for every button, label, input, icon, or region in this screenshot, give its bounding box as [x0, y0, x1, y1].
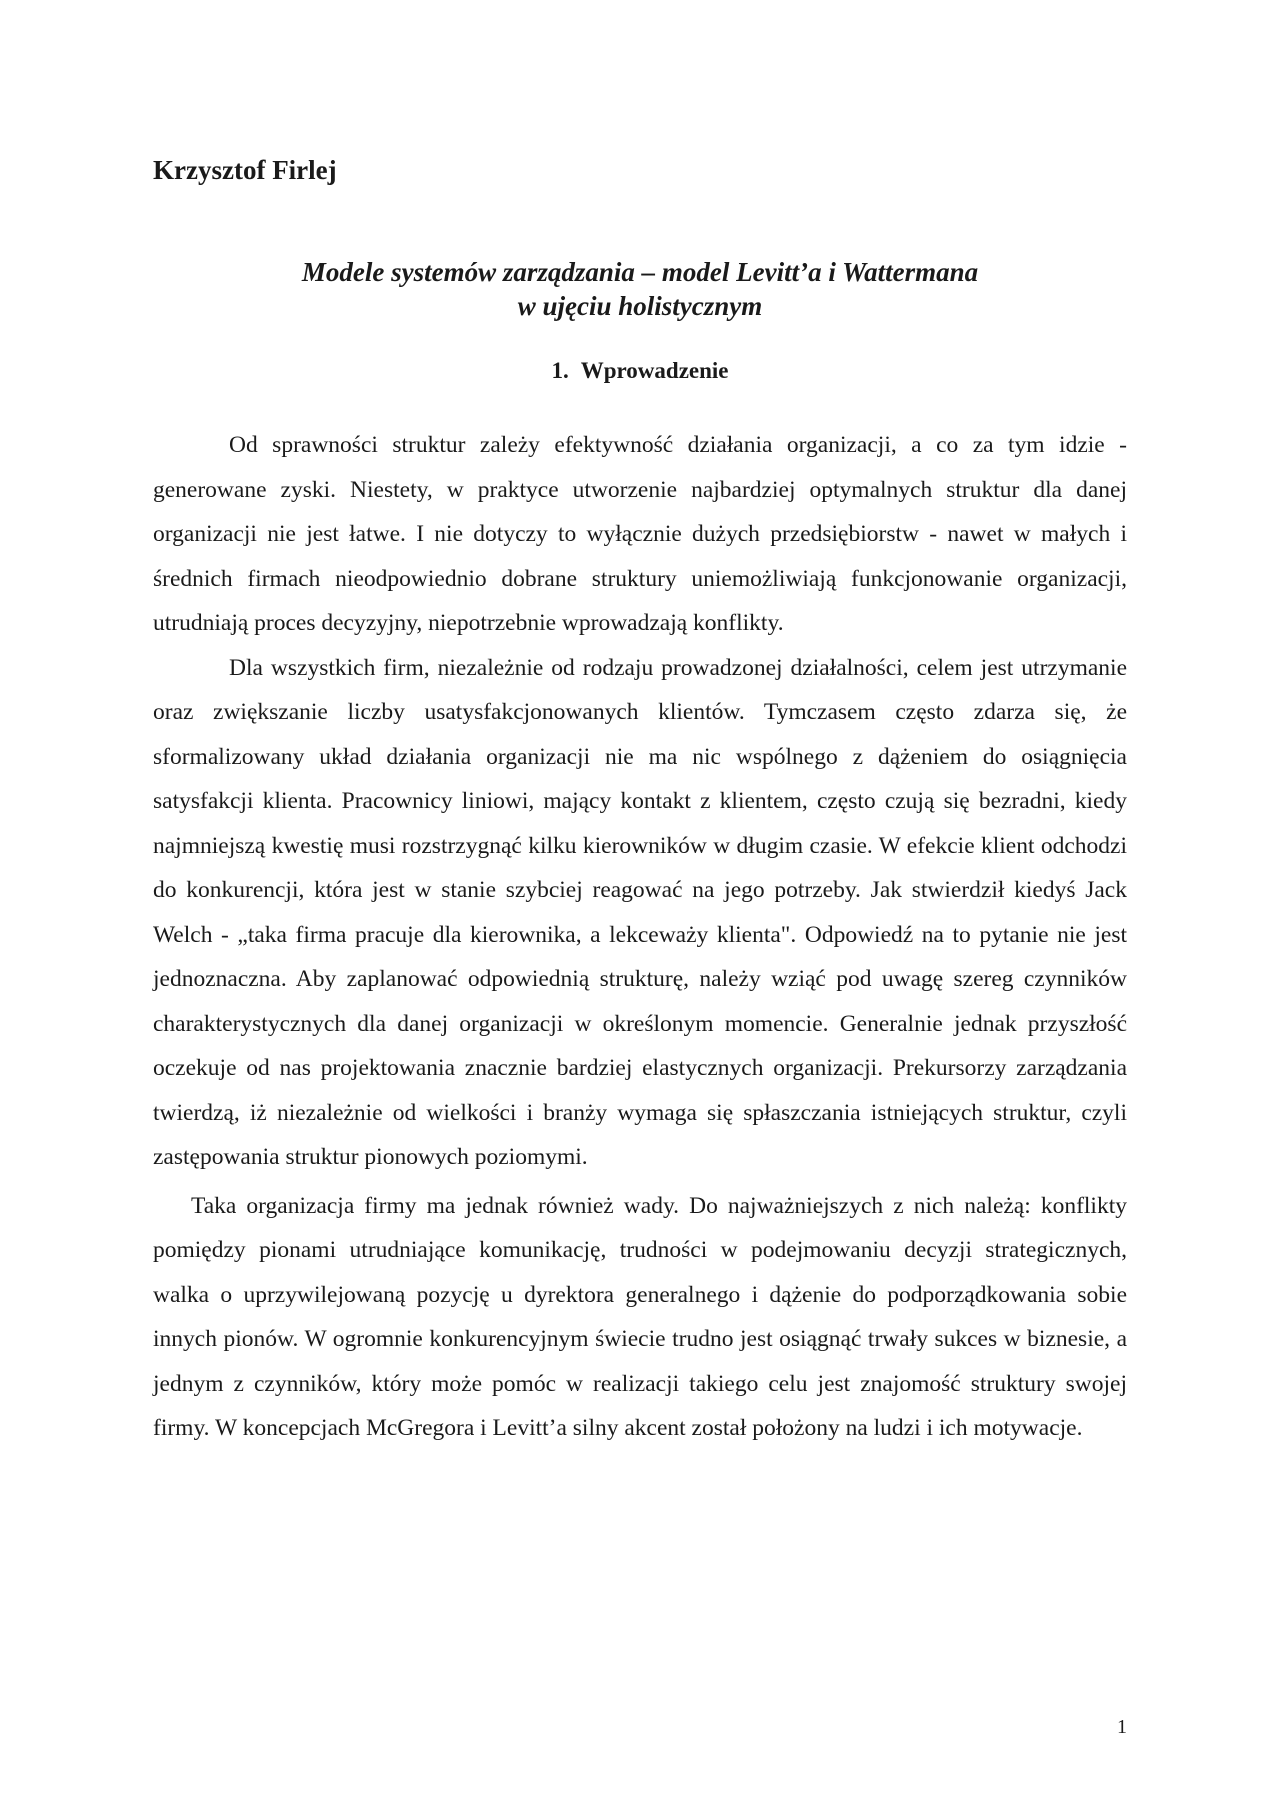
section-heading [153, 356, 1127, 386]
author-name: Krzysztof Firlej [153, 155, 337, 185]
paragraph-2: Dla wszystkich firm, niezależnie od rodzaju prowadzonej działalności, celem jest utrzymanie oraz zwiększanie liczby usatysfakcjonowanych klientów. Tymczasem często zdarza się, że sformalizowany układ działania organizacji nie ma nic wspólnego z dążeniem do osiągnięcia satysfakcji klienta. Pracownicy liniowi, mający kontakt z klientem, często czują się bezradni, kiedy najmniejszą kwestię musi rozstrzygnąć kilku kierowników w długim czasie. W efekcie klient odchodzi do konkurencji, która jest w stanie szybciej reagować na jego potrzeby. Jak stwierdził kiedyś Jack Welch - „taka firma pracuje dla kierownika, a lekceważy klienta". Odpowiedź na to pytanie nie jest jednoznaczna. Aby zaplanować odpowiednią strukturę, należy wziąć pod uwagę szereg czynników charakterystycznych dla danej organizacji w określonym momencie. Generalnie jednak przyszłość oczekuje od nas projektowania znacznie bardziej elastycznych organizacji. Prekursorzy zarządzania twierdzą, iż niezależnie od wielkości i branży wymaga się spłaszczania istniejących struktur, czyli zastępowania struktur pionowych poziomymi. [153, 654, 1127, 1170]
page-number: 1 [1117, 1716, 1127, 1738]
body-text [153, 423, 1127, 1451]
section-number: 1. [551, 358, 569, 383]
paper-title-line-2: w ujęciu holistycznym [517, 291, 763, 321]
paragraph-3: Taka organizacja firmy ma jednak również wady. Do najważniejszych z nich należą: konflikty pomiędzy pionami utrudniające komunikację, trudności w podejmowaniu decyzji strategicznych, walka o uprzywilejowaną pozycję u dyrektora generalnego i dążenie do podporządkowania sobie innych pionów. W ogromnie konkurencyjnym świecie trudno jest osiągnąć trwały sukces w biznesie, a jednym z czynników, który może pomóc w realizacji takiego celu jest znajomość struktury swojej firmy. W koncepcjach McGregora i Levitt’a silny akcent został położony na ludzi i ich motywacje. [153, 1192, 1127, 1441]
paragraph-1: Od sprawności struktur zależy efektywność działania organizacji, a co za tym idzie - generowane zyski. Niestety, w praktyce utworzenie najbardziej optymalnych struktur dla danej organizacji nie jest łatwe. I nie dotyczy to wyłącznie dużych przedsiębiorstw - nawet w małych i średnich firmach nieodpowiednio dobrane struktury uniemożliwiają funkcjonowanie organizacji, utrudniają proces decyzyjny, niepotrzebnie wprowadzają konflikty. [153, 432, 1127, 636]
paper-title-line-1: Modele systemów zarządzania – model Levitt’a i Wattermana [301, 257, 979, 287]
section-title: Wprowadzenie [580, 358, 729, 383]
paper-title [153, 255, 1127, 323]
